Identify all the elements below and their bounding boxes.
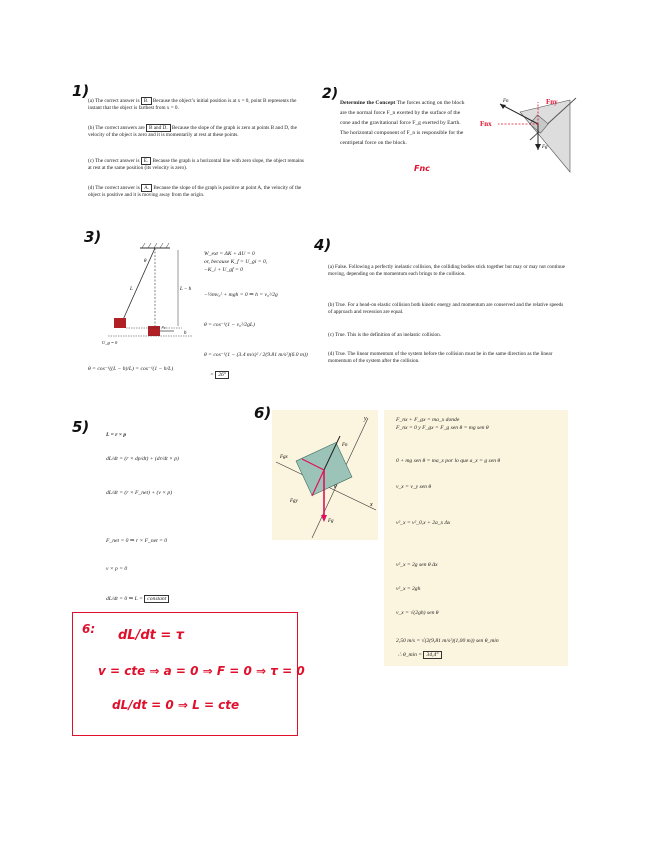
- problem-6-label: 6): [254, 404, 272, 422]
- q6-eq2: 0 + mg sen θ = ma_x por lo que a_x = g sen θ: [396, 458, 501, 464]
- q3-eq4: −½mv₀² + mgh = 0 ⇒ h = v₀²/2g: [204, 292, 278, 298]
- q6-label-x: x: [370, 502, 373, 508]
- q3-eq1: W_ext = ΔK + ΔU = 0: [204, 251, 255, 257]
- q6-eq9-pre: ∴ θ_min =: [398, 652, 423, 658]
- q5-eq6-box: constant: [144, 595, 169, 603]
- problem-3-label: 3): [84, 228, 102, 246]
- q4-part-b: (b) True. For a head-on elastic collision both kinetic energy and momentum are conserved and the relative speeds of approach and recession are equal.: [328, 302, 564, 315]
- q6-fg-arrowhead: [321, 515, 327, 522]
- handwritten-line-3: dL/dt = 0 ⇒ L = cte: [112, 698, 240, 712]
- q6-eq8: 2,50 m/s = √(2(9,81 m/s²)(1,00 m)) sen θ_min: [396, 638, 499, 644]
- q3-label-h: h: [184, 331, 187, 336]
- q2-annotation-fnc-lower: Fnc: [414, 164, 430, 173]
- q3-eq5: θ = cos⁻¹(1 − v₀²/2gL): [204, 322, 255, 328]
- q3-result-box: 26°: [215, 371, 229, 379]
- q5-eq6: [106, 596, 169, 602]
- q6-label-y: y: [364, 416, 367, 422]
- q2-text: [340, 98, 468, 148]
- q6-label-theta: θ: [334, 485, 337, 490]
- q1-a-answer-box: B.: [141, 97, 152, 105]
- handwritten-line-2: v = cte ⇒ a = 0 ⇒ F = 0 ⇒ τ = 0: [98, 664, 305, 678]
- q3-eq3: −K_i + U_gf = 0: [204, 267, 243, 273]
- q6-eq4: v²_x = v²_0,x + 2a_x Δx: [396, 520, 451, 526]
- q6-eq5: v²_x = 2g sen θ Δx: [396, 562, 438, 568]
- problem-5-label: 5): [72, 418, 90, 436]
- q3-equations: [204, 250, 267, 274]
- q3-bob-lowest: [148, 326, 160, 336]
- q3-result: = 26°: [210, 372, 229, 378]
- q2-body: The forces acting on the block are the normal force F_n exerted by the surface of the cone and the gravitational force F_g exerted by Earth. The horizontal component of F_n is responsible for the centripetal force on the block.: [340, 100, 465, 146]
- q1-d-pre: (d) The correct answer is: [88, 185, 140, 191]
- q3-eq2: or, because K_f = U_gi = 0,: [204, 259, 268, 265]
- handwritten-number: 6:: [82, 622, 96, 636]
- q1-part-c: [88, 158, 308, 172]
- q6-diagram-panel: [272, 410, 378, 540]
- q6-result-box: 34,4°: [423, 651, 441, 659]
- q1-a-pre: (a) The correct answer is: [88, 98, 140, 104]
- q1-b-answer-box: B and D.: [146, 124, 171, 132]
- q4-part-d: (d) True. The linear momentum of the system before the collision must be in the same direction as the linear momentum of the system after the collision.: [328, 351, 553, 364]
- q6-eq1: [396, 416, 489, 432]
- q6-eq1a: F_nx + F_gx = ma_x donde: [396, 417, 460, 423]
- q1-part-b: [88, 125, 308, 139]
- q3-label-v0: v₀: [162, 324, 166, 329]
- problem-1-label: 1): [72, 82, 90, 100]
- q3-label-L: L: [130, 287, 133, 292]
- q2-annot-fnx: Fnx: [480, 120, 492, 128]
- q1-d-answer-box: A.: [141, 184, 152, 192]
- q6-label-fgx: Fgx: [280, 455, 288, 460]
- q6-solution-panel: [384, 410, 568, 666]
- problem-4-label: 4): [314, 236, 332, 254]
- q1-d-post: Because the slope of the graph is positive at point A, the velocity of the object is positive and it is moving away from the origin.: [88, 185, 302, 198]
- handwritten-line-1: dL/dt = τ: [118, 628, 185, 643]
- q6-eq9: [398, 652, 442, 658]
- q1-a-post: Because the object’s initial position is at x = 0, point B represents the instant that the object is farthest from x = 0.: [88, 98, 297, 111]
- q6-label-fg: Fg: [328, 519, 334, 524]
- q5-eq2: dL/dt = (r × dp/dt) + (dr/dt × p): [106, 456, 179, 462]
- q2-label-fg: Fg: [542, 145, 548, 150]
- q2-label-fn: Fn: [503, 99, 509, 104]
- q1-c-pre: (c) The correct answer is: [88, 158, 140, 164]
- q5-eq1: L = r × p: [106, 432, 127, 438]
- q3-label-L-h: L − h: [180, 287, 192, 292]
- q6-eq6: v²_x = 2gh: [396, 586, 421, 592]
- q5-eq3: dL/dt = (r × F_net) + (v × p): [106, 490, 173, 496]
- q3-eq7: θ = cos⁻¹((L − h)/L) = cos⁻¹(1 − h/L): [88, 366, 174, 372]
- q1-c-post: Because the graph is a horizontal line with zero slope, the object remains at rest at the same position (its velocity is zero).: [88, 158, 304, 171]
- q4-part-a: (a) False. Following a perfectly inelastic collision, the colliding bodies stick together but may or may not continue moving, depending on the momentum each brings to the collision.: [328, 264, 565, 277]
- q6-label-fgy: Fgy: [290, 499, 298, 504]
- q6-label-fn: Fn: [342, 443, 348, 448]
- q2-heading: Determine the Concept: [340, 100, 396, 106]
- q2-annot-fny: Fny: [546, 98, 558, 106]
- q6-eq7: v_x = √(2gh) sen θ: [396, 610, 439, 616]
- q3-string: [122, 248, 155, 322]
- q6-eq3: v_x = v_y sen θ: [396, 484, 432, 490]
- q1-part-d: [88, 185, 308, 199]
- q1-c-answer-box: E.: [141, 157, 151, 165]
- q1-b-pre: (b) The correct answers are: [88, 125, 145, 131]
- q4-part-c: (c) True. This is the definition of an inelastic collision.: [328, 332, 442, 338]
- q2-fg-arrowhead: [535, 144, 541, 150]
- q3-label-theta: θ: [144, 259, 147, 264]
- q1-part-a: [88, 98, 308, 112]
- q6-eq1b: F_nx = 0 y F_gx = F_g sen θ = mg sen θ: [396, 425, 489, 431]
- q5-eq5: v × p = 0: [106, 566, 128, 572]
- q3-pendulum-diagram: [100, 240, 195, 350]
- q6-incline-diagram: [272, 410, 378, 540]
- problem-2-label: 2): [322, 86, 339, 102]
- q3-label-ug: U_g = 0: [102, 340, 118, 345]
- q2-cone-diagram: [470, 92, 580, 180]
- q5-eq6-pre: dL/dt = 0 ⇒ L =: [106, 596, 143, 602]
- q3-bob-raised: [114, 318, 126, 328]
- q5-eq4: F_net = 0 ⇒ r × F_net = 0: [106, 538, 168, 544]
- q1-b-post: Because the slope of the graph is zero at points B and D, the velocity of the object is zero and it is momentarily at rest at these points.: [88, 125, 297, 138]
- q3-eq6: θ = cos⁻¹(1 − (3.4 m/s)² / 2(9.81 m/s²)(6.0 m)): [204, 352, 308, 358]
- q3-ceiling-hatch: [142, 243, 169, 248]
